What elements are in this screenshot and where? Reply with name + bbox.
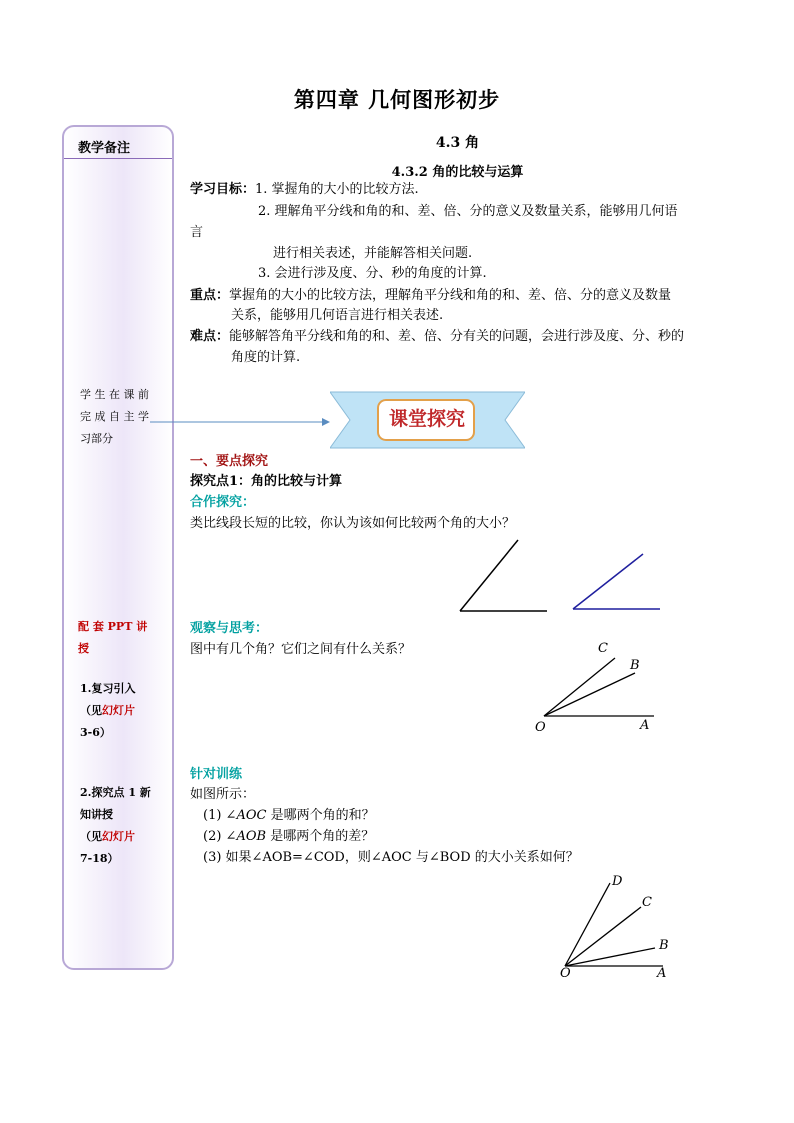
difficulty-cont: 角度的计算. [231, 350, 301, 365]
key-point [190, 285, 730, 306]
label-d: D [612, 874, 623, 889]
sidebar-note-self-study [80, 384, 149, 450]
item1-title: 1.复习引入 [80, 682, 136, 695]
item1-ref-b: 幻灯片 [102, 704, 135, 717]
label-o2: O [560, 966, 571, 981]
label-a2: A [657, 966, 667, 981]
item2-ref-b: 幻灯片 [102, 830, 135, 843]
training-heading: 针对训练 [190, 767, 243, 782]
label-c: C [598, 641, 608, 656]
part1-heading: 一、要点探究 [190, 454, 269, 469]
observe-question: 图中有几个角？它们之间有什么关系？ [190, 642, 412, 657]
label-a: A [640, 718, 650, 733]
objective-2-cont: 言 [190, 225, 204, 240]
q1-prefix: (1) ∠ [203, 808, 237, 823]
sidebar-note-line: 完 成 自 主 学 [80, 410, 149, 423]
key-point-label: 重点： [190, 288, 230, 303]
sidebar-note-line: 习部分 [80, 432, 113, 445]
learning-objectives [190, 179, 730, 200]
objective-1: 1. 掌握角的大小的比较方法. [255, 182, 419, 197]
sidebar-item-review [80, 678, 135, 744]
q2-angle: AOB [236, 829, 267, 844]
two-angles-figure [455, 535, 665, 617]
objective-2-cont2: 进行相关表述，并能解答相关问题. [273, 246, 473, 261]
q2-prefix: (2) ∠ [203, 829, 237, 844]
label-b: B [630, 658, 640, 673]
ppt-title-2: 授 [78, 642, 89, 655]
key-point-text: 掌握角的大小的比较方法，理解角平分线和角的和、差、倍、分的意义及数量 [229, 288, 672, 303]
question-2 [203, 826, 374, 847]
q2-suffix: 是哪两个角的差？ [266, 829, 375, 844]
arrow-connector [150, 410, 330, 434]
label-o: O [535, 720, 546, 735]
item1-ref-c: 3-6） [80, 726, 111, 739]
difficulty-label: 难点： [190, 329, 230, 344]
section-title: 4.3 角 [435, 135, 480, 151]
ppt-title: 配 套 PPT 讲 [78, 620, 148, 633]
observe-heading: 观察与思考： [190, 621, 269, 636]
label-c2: C [642, 895, 652, 910]
subsection-title: 4.3.2 角的比较与运算 [391, 165, 524, 180]
item2-title-a: 2.探究点 1 新 [80, 786, 151, 799]
sidebar-note-line: 学 生 在 课 前 [80, 388, 149, 401]
objectives-label: 学习目标： [190, 182, 256, 197]
banner-label: 课堂探究 [388, 408, 465, 430]
chapter-title: 第四章 几何图形初步 [293, 87, 501, 112]
item2-title-b: 知讲授 [80, 808, 113, 821]
item2-ref-c: 7-18） [80, 852, 119, 865]
difficulty-text: 能够解答角平分线和角的和、差、倍、分有关的问题，会进行涉及度、分、秒的 [229, 329, 685, 344]
difficulty [190, 326, 730, 347]
label-b2: B [659, 938, 669, 953]
objective-3: 3. 会进行涉及度、分、秒的角度的计算. [258, 266, 487, 281]
coop-heading: 合作探究： [190, 495, 256, 510]
objective-2: 2. 理解角平分线和角的和、差、倍、分的意义及数量关系，能够用几何语 [258, 204, 678, 219]
sidebar-ppt-block [78, 616, 147, 660]
sidebar-header: 教学备注 [64, 127, 172, 159]
key-point-cont: 关系，能够用几何语言进行相关表述. [231, 308, 444, 323]
coop-question: 类比线段长短的比较，你认为该如何比较两个角的大小？ [190, 516, 516, 531]
question-3: (3) 如果∠AOB=∠COD，则∠AOC 与∠BOD 的大小关系如何？ [203, 850, 579, 865]
sidebar-item-explore [80, 782, 151, 870]
angle-figure-oabcd [555, 875, 670, 975]
question-1 [203, 805, 375, 826]
item2-ref-a: （见 [80, 830, 102, 843]
q1-angle: AOC [236, 808, 267, 823]
item1-ref-a: （见 [80, 704, 102, 717]
q1-suffix: 是哪两个角的和？ [266, 808, 375, 823]
point1-heading: 探究点1：角的比较与计算 [190, 474, 343, 489]
training-intro: 如图所示： [190, 787, 256, 802]
